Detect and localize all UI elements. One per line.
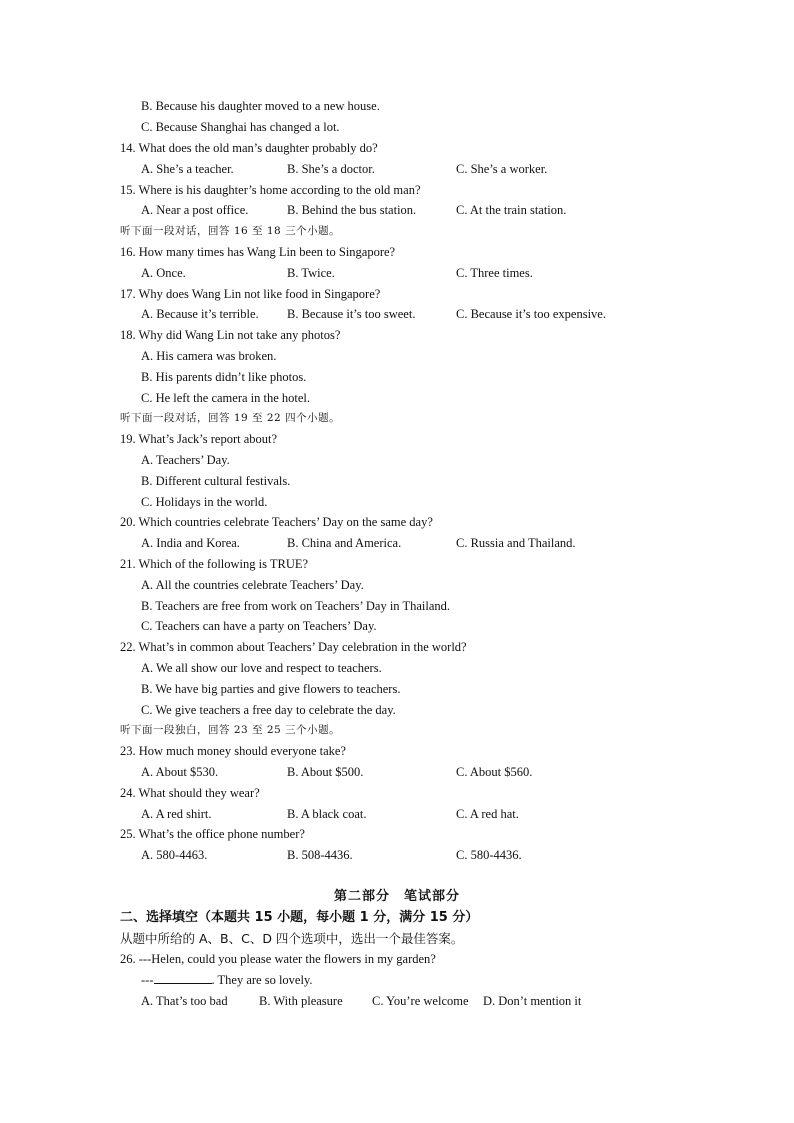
q15-stem: 15. Where is his daughter’s home according to the old man? [120, 183, 421, 197]
q21-option-b: B. Teachers are free from work on Teachers’ Day in Thailand. [141, 599, 451, 613]
q13-option-c: C. Because Shanghai has changed a lot. [141, 120, 340, 134]
q21-option-c: C. Teachers can have a party on Teachers’ Day. [141, 619, 377, 633]
q14-option-b: B. She’s a doctor. [287, 162, 375, 176]
q16-option-a: A. Once. [141, 266, 186, 280]
q26-option-d: D. Don’t mention it [483, 994, 582, 1008]
listening-instruction-19-22: 听下面一段对话，回答 19 至 22 四个小题。 [120, 412, 341, 424]
q24-option-a: A. A red shirt. [141, 807, 212, 821]
q26-reply-suffix: . They are so lovely. [211, 973, 313, 987]
q26-option-a: A. That’s too bad [141, 994, 228, 1008]
q22-option-c: C. We give teachers a free day to celebrate the day. [141, 703, 396, 717]
q23-stem: 23. How much money should everyone take? [120, 744, 346, 758]
section2-heading: 二、选择填空（本题共 15 小题，每小题 1 分，满分 15 分） [120, 910, 479, 925]
q15-option-c: C. At the train station. [456, 203, 567, 217]
q16-stem: 16. How many times has Wang Lin been to Singapore? [120, 245, 396, 259]
q19-option-c: C. Holidays in the world. [141, 495, 268, 509]
q21-stem: 21. Which of the following is TRUE? [120, 557, 309, 571]
q18-option-a: A. His camera was broken. [141, 349, 277, 363]
q17-option-a: A. Because it’s terrible. [141, 307, 259, 321]
q26-option-b: B. With pleasure [259, 994, 343, 1008]
listening-instruction-16-18: 听下面一段对话，回答 16 至 18 三个小题。 [120, 225, 341, 237]
q20-option-b: B. China and America. [287, 536, 402, 550]
q24-option-b: B. A black coat. [287, 807, 367, 821]
section2-instruction: 从题中所给的 A、B、C、D 四个选项中，选出一个最佳答案。 [120, 931, 464, 946]
q18-stem: 18. Why did Wang Lin not take any photos? [120, 328, 341, 342]
q23-option-c: C. About $560. [456, 765, 533, 779]
q25-option-a: A. 580-4463. [141, 848, 208, 862]
listening-instruction-23-25: 听下面一段独白，回答 23 至 25 三个小题。 [120, 724, 341, 736]
q26-option-c: C. You’re welcome [372, 994, 469, 1008]
q19-option-b: B. Different cultural festivals. [141, 474, 291, 488]
q25-option-c: C. 580-4436. [456, 848, 522, 862]
q22-option-b: B. We have big parties and give flowers to teachers. [141, 682, 401, 696]
q18-option-c: C. He left the camera in the hotel. [141, 391, 311, 405]
q25-stem: 25. What’s the office phone number? [120, 827, 305, 841]
q15-option-b: B. Behind the bus station. [287, 203, 417, 217]
q21-option-a: A. All the countries celebrate Teachers’ Day. [141, 578, 364, 592]
q19-stem: 19. What’s Jack’s report about? [120, 432, 278, 446]
q26-reply [141, 972, 313, 988]
q14-option-c: C. She’s a worker. [456, 162, 548, 176]
part2-title: 第二部分 笔试部分 [333, 889, 460, 904]
q17-stem: 17. Why does Wang Lin not like food in Singapore? [120, 287, 381, 301]
q20-stem: 20. Which countries celebrate Teachers’ Day on the same day? [120, 515, 433, 529]
q17-option-c: C. Because it’s too expensive. [456, 307, 606, 321]
q20-option-a: A. India and Korea. [141, 536, 240, 550]
q14-option-a: A. She’s a teacher. [141, 162, 234, 176]
q22-stem: 22. What’s in common about Teachers’ Day celebration in the world? [120, 640, 467, 654]
q15-option-a: A. Near a post office. [141, 203, 249, 217]
q24-stem: 24. What should they wear? [120, 786, 260, 800]
q17-option-b: B. Because it’s too sweet. [287, 307, 416, 321]
q26-stem: 26. ---Helen, could you please water the flowers in my garden? [120, 952, 436, 966]
q23-option-a: A. About $530. [141, 765, 219, 779]
q19-option-a: A. Teachers’ Day. [141, 453, 230, 467]
q26-answer-blank [154, 972, 212, 984]
q14-stem: 14. What does the old man’s daughter probably do? [120, 141, 378, 155]
q16-option-c: C. Three times. [456, 266, 533, 280]
q18-option-b: B. His parents didn’t like photos. [141, 370, 307, 384]
q20-option-c: C. Russia and Thailand. [456, 536, 576, 550]
q13-option-b: B. Because his daughter moved to a new house. [141, 99, 380, 113]
q26-reply-prefix: --- [141, 973, 154, 987]
q24-option-c: C. A red hat. [456, 807, 519, 821]
q23-option-b: B. About $500. [287, 765, 364, 779]
q22-option-a: A. We all show our love and respect to teachers. [141, 661, 382, 675]
q16-option-b: B. Twice. [287, 266, 335, 280]
q25-option-b: B. 508-4436. [287, 848, 353, 862]
